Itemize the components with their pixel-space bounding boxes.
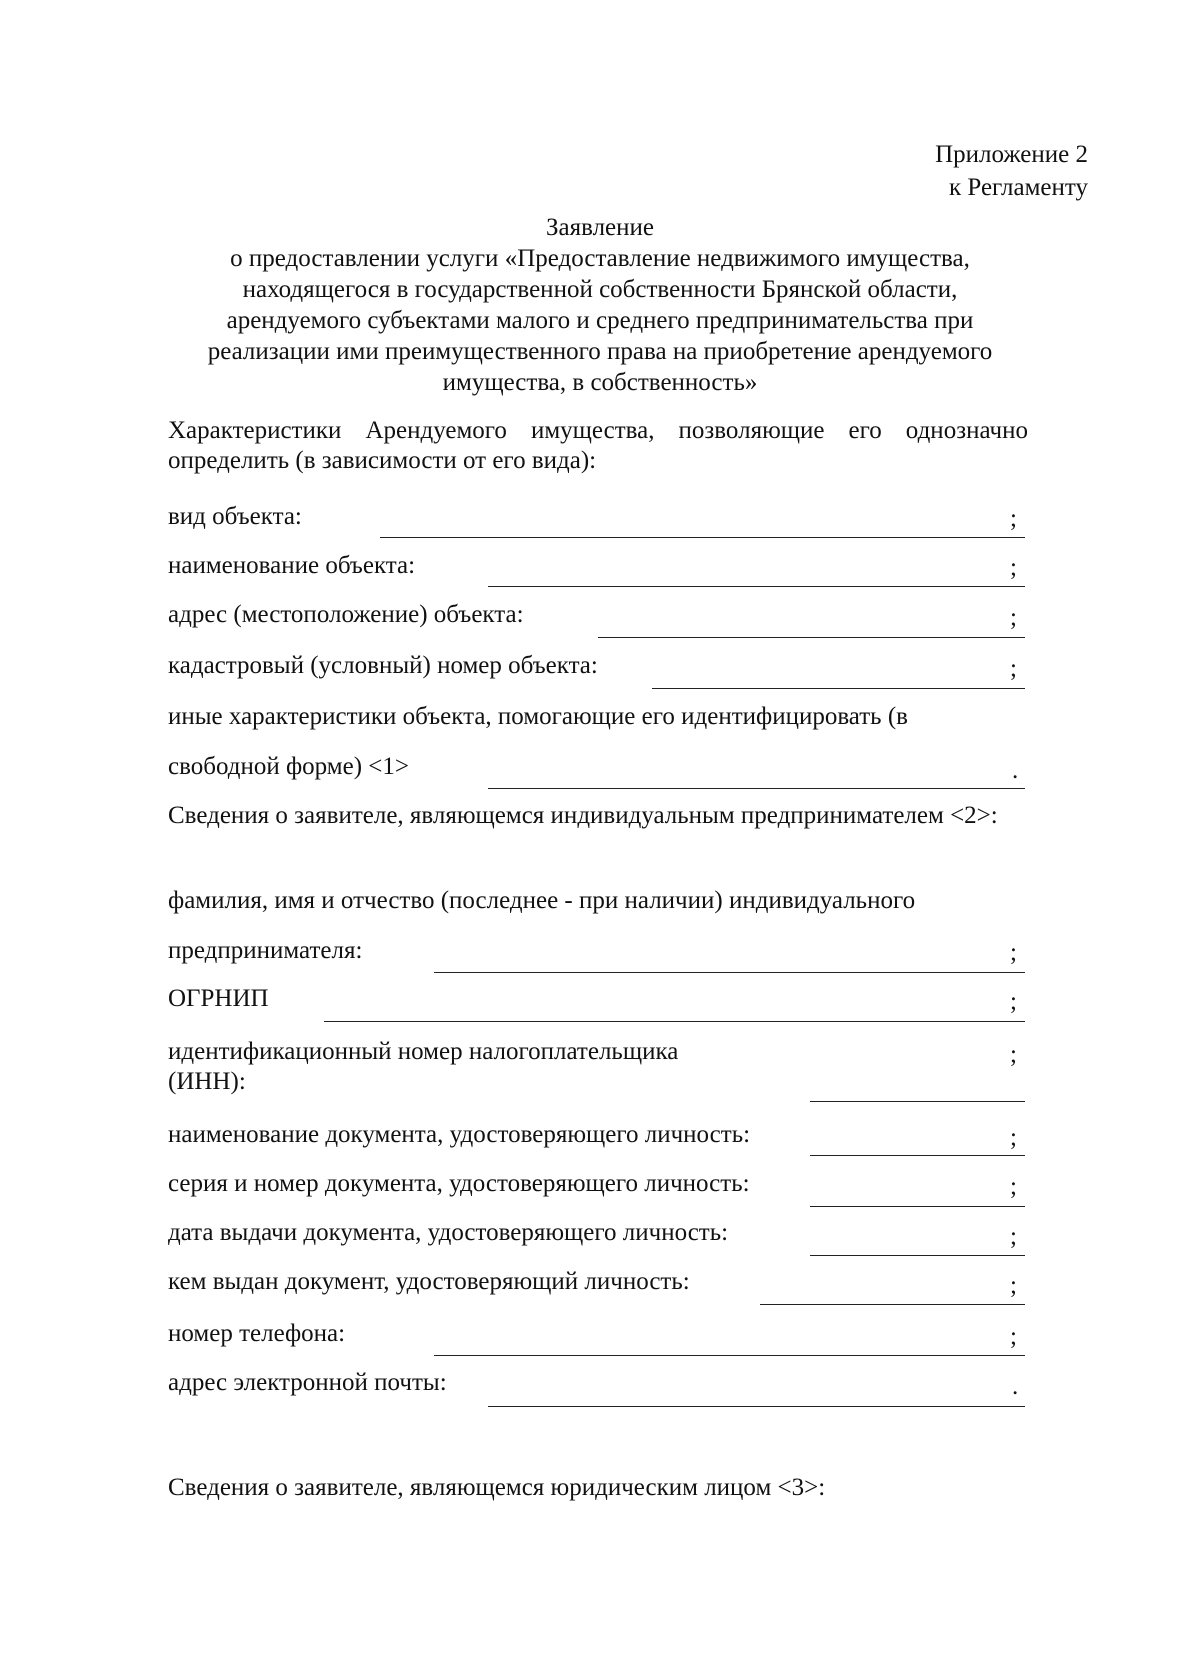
id-document-series-label: серия и номер документа, удостоверяющего личность:: [168, 1170, 750, 1197]
semicolon: ;: [1010, 505, 1017, 532]
appendix-number: Приложение 2: [935, 141, 1088, 168]
id-document-name-label: наименование документа, удостоверяющего личность:: [168, 1121, 751, 1148]
period: .: [1012, 1373, 1019, 1400]
entrepreneur-fio-field[interactable]: [434, 972, 1025, 973]
period: .: [1012, 757, 1019, 784]
object-name-label: наименование объекта:: [168, 552, 416, 579]
semicolon: ;: [1010, 1323, 1017, 1350]
semicolon: ;: [1010, 554, 1017, 581]
title-line: реализации ими преимущественного права на приобретение арендуемого: [207, 338, 993, 365]
cadastral-number-field[interactable]: [652, 688, 1025, 689]
inn-field[interactable]: [810, 1101, 1025, 1102]
semicolon: ;: [1010, 604, 1017, 631]
cadastral-number-label: кадастровый (условный) номер объекта:: [168, 652, 598, 679]
email-label: адрес электронной почты:: [168, 1369, 447, 1396]
object-name-field[interactable]: [488, 586, 1025, 587]
id-document-series-field[interactable]: [810, 1206, 1025, 1207]
semicolon: ;: [1010, 1173, 1017, 1200]
ogrnip-label: ОГРНИП: [168, 985, 269, 1012]
legal-entity-section-intro: Сведения о заявителе, являющемся юридическим лицом <3>:: [168, 1474, 826, 1501]
entrepreneur-section-intro: Сведения о заявителе, являющемся индивидуальным предпринимателем <2>:: [168, 802, 998, 829]
phone-label: номер телефона:: [168, 1320, 346, 1347]
title-line: находящегося в государственной собственности Брянской области,: [242, 276, 958, 303]
appendix-regulation: к Регламенту: [948, 174, 1088, 201]
semicolon: ;: [1010, 939, 1017, 966]
id-document-issuer-field[interactable]: [760, 1304, 1025, 1305]
entrepreneur-fio-label-cont: предпринимателя:: [168, 937, 363, 964]
title-heading: Заявление: [545, 214, 655, 241]
inn-label: идентификационный номер налогоплательщика: [168, 1038, 679, 1065]
phone-field[interactable]: [434, 1355, 1025, 1356]
entrepreneur-fio-label: фамилия, имя и отчество (последнее - при наличии) индивидуального: [168, 887, 916, 914]
other-characteristics-field[interactable]: [488, 788, 1025, 789]
document-title: [150, 212, 1050, 398]
id-document-issuer-label: кем выдан документ, удостоверяющий личность:: [168, 1268, 690, 1295]
title-line: о предоставлении услуги «Предоставление недвижимого имущества,: [230, 245, 970, 272]
semicolon: ;: [1010, 1272, 1017, 1299]
semicolon: ;: [1010, 988, 1017, 1015]
email-field[interactable]: [488, 1406, 1025, 1407]
semicolon: ;: [1010, 655, 1017, 682]
object-address-field[interactable]: [598, 637, 1025, 638]
appendix-reference: [935, 138, 1088, 204]
id-document-date-label: дата выдачи документа, удостоверяющего личность:: [168, 1219, 729, 1246]
title-line: арендуемого субъектами малого и среднего предпринимательства при: [226, 307, 974, 334]
object-type-field[interactable]: [380, 537, 1025, 538]
object-type-label: вид объекта:: [168, 503, 302, 530]
title-line: имущества, в собственность»: [442, 369, 758, 396]
id-document-date-field[interactable]: [810, 1255, 1025, 1256]
id-document-name-field[interactable]: [810, 1155, 1025, 1156]
other-characteristics-label: иные характеристики объекта, помогающие его идентифицировать (в: [168, 703, 908, 730]
semicolon: ;: [1010, 1041, 1017, 1068]
other-characteristics-label-cont: свободной форме) <1>: [168, 753, 409, 780]
inn-label-cont: (ИНН):: [168, 1068, 246, 1095]
semicolon: ;: [1010, 1124, 1017, 1151]
object-address-label: адрес (местоположение) объекта:: [168, 601, 524, 628]
semicolon: ;: [1010, 1223, 1017, 1250]
ogrnip-field[interactable]: [324, 1021, 1025, 1022]
property-section-intro: Характеристики Арендуемого имущества, позволяющие его однозначно определить (в зависимости от его вида):: [168, 417, 1028, 474]
